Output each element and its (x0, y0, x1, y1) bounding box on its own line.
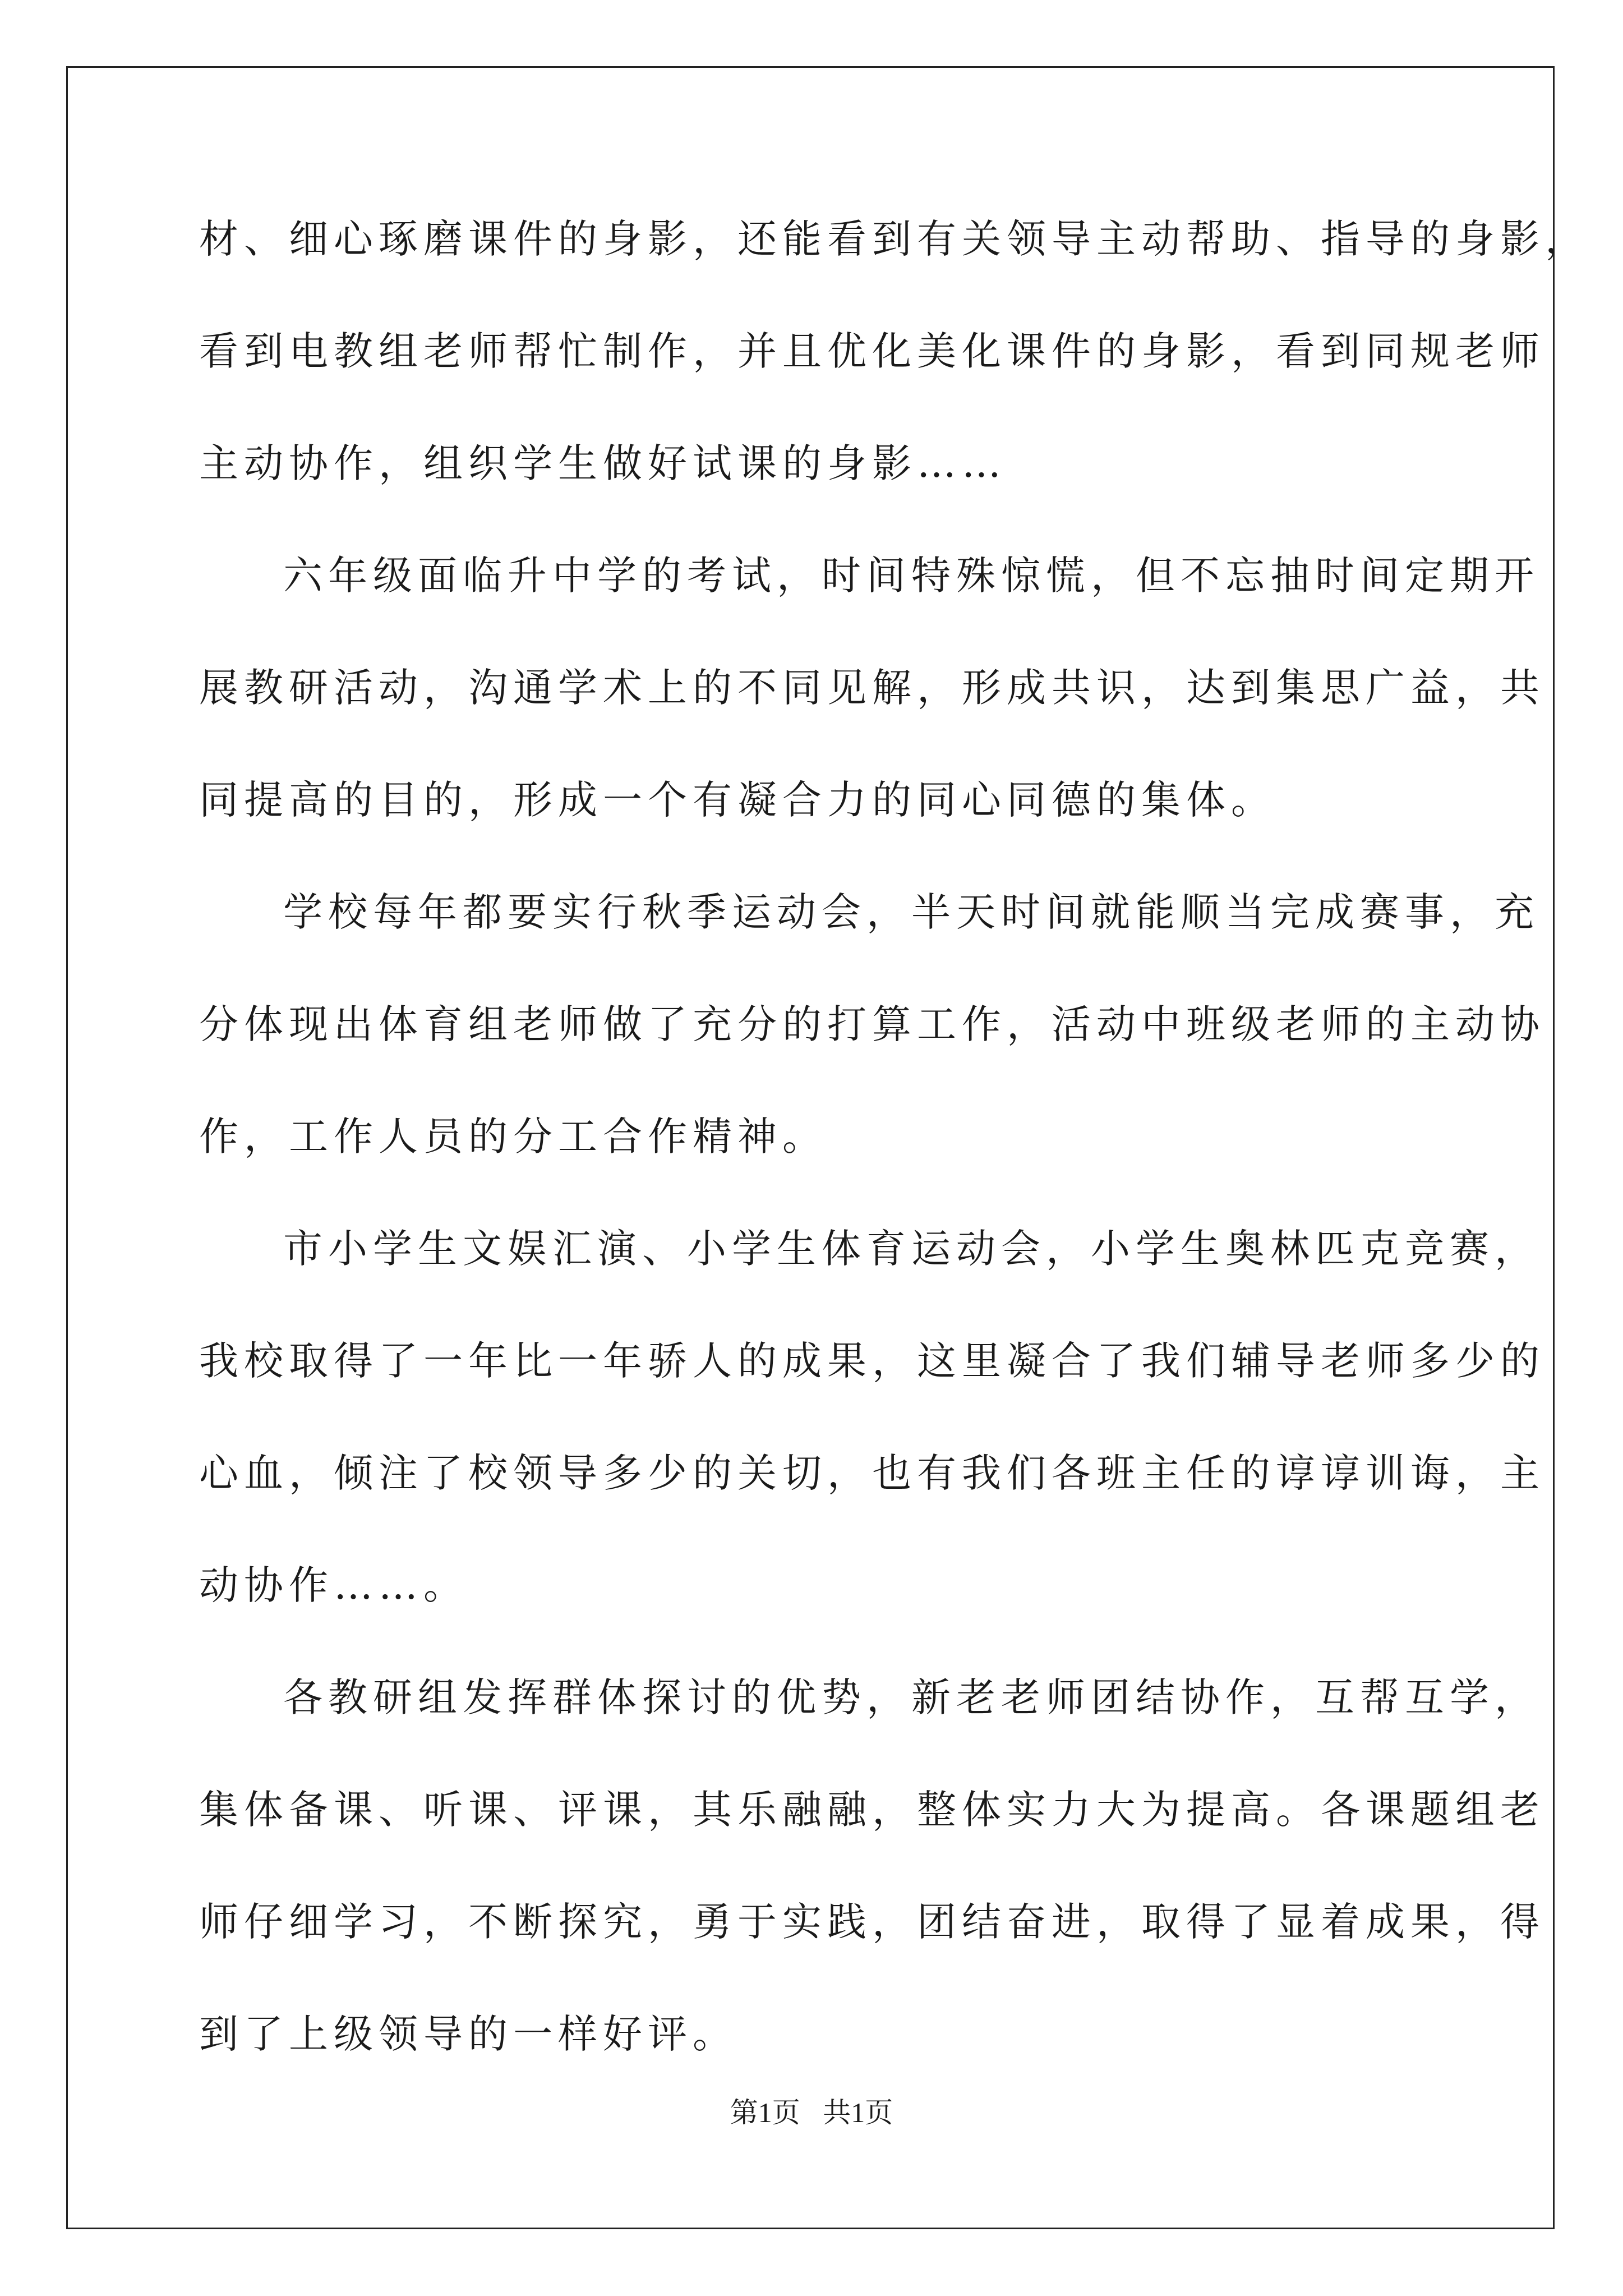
text-line: 动协作……。 (199, 1562, 468, 1608)
text-line: 学校每年都要实行秋季运动会，半天时间就能顺当完成赛事，充 (283, 889, 1539, 935)
text-line: 作，工作人员的分工合作精神。 (199, 1114, 827, 1159)
text-line: 同提高的目的，形成一个有凝合力的同心同德的集体。 (199, 777, 1276, 823)
text-line: 到了上级领导的一样好评。 (199, 2011, 737, 2057)
text-line: 主动协作，组织学生做好试课的身影…… (199, 440, 1007, 486)
paragraph-1 (199, 183, 1590, 519)
page-footer (0, 2090, 1623, 2131)
text-line: 我校取得了一年比一年骄人的成果，这里凝合了我们辅导老师多少的 (199, 1338, 1545, 1384)
text-line: 材、细心琢磨课件的身影，还能看到有关领导主动帮助、指导的身影， (199, 216, 1590, 262)
text-line: 心血，倾注了校领导多少的关切，也有我们各班主任的谆谆训诲，主 (199, 1450, 1545, 1496)
text-line: 市小学生文娱汇演、小学生体育运动会，小学生奥林匹克竞赛， (283, 1226, 1539, 1272)
paragraph-3 (199, 856, 1545, 1193)
paragraph-5 (199, 1641, 1545, 2090)
text-line: 展教研活动，沟通学术上的不同见解，形成共识，达到集思广益，共 (199, 665, 1545, 711)
page-total: 共1页 (823, 2097, 893, 2128)
document-body (199, 183, 1590, 2090)
text-line: 分体现出体育组老师做了充分的打算工作，活动中班级老师的主动协 (199, 1001, 1545, 1047)
text-line: 师仔细学习，不断探究，勇于实践，团结奋进，取得了显着成果，得 (199, 1899, 1545, 1945)
text-line: 各教研组发挥群体探讨的优势，新老老师团结协作，互帮互学， (283, 1674, 1539, 1720)
paragraph-2 (199, 519, 1545, 856)
page-number: 第1页 (730, 2097, 800, 2128)
text-line: 集体备课、听课、评课，其乐融融，整体实力大为提高。各课题组老 (199, 1787, 1545, 1833)
text-line: 六年级面临升中学的考试，时间特殊惊慌，但不忘抽时间定期开 (283, 553, 1539, 599)
paragraph-4 (199, 1193, 1545, 1641)
text-line: 看到电教组老师帮忙制作，并且优化美化课件的身影，看到同规老师 (199, 328, 1545, 374)
